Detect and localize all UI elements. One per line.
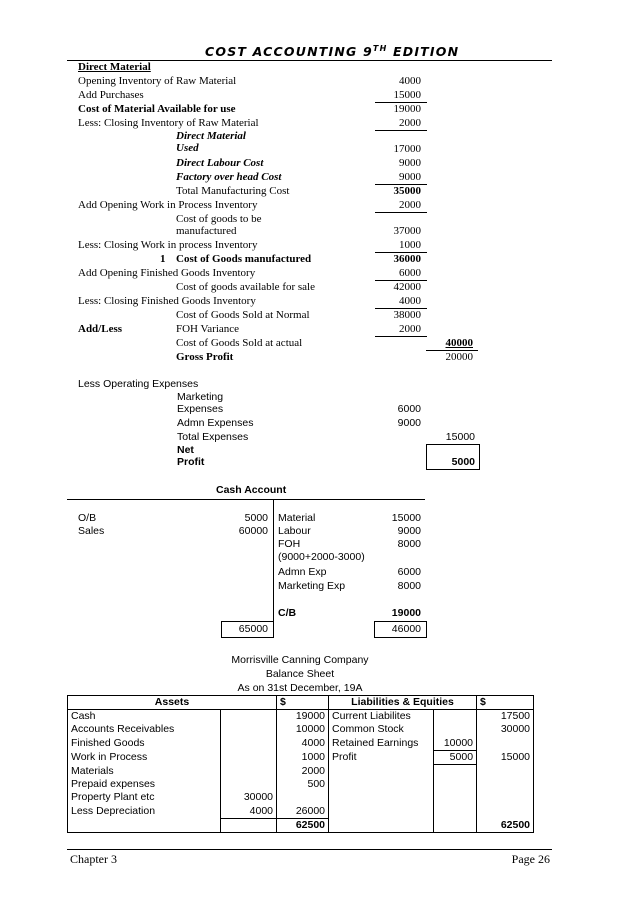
cash-cb-label: C/B bbox=[278, 607, 297, 619]
bs-cell bbox=[221, 764, 277, 778]
bs-cell: 26000 bbox=[277, 805, 329, 819]
cash-labour-amount: 9000 bbox=[397, 525, 421, 537]
cogs-row-label: Add Opening Finished Goods Inventory bbox=[78, 267, 256, 279]
cash-admn-amount: 6000 bbox=[397, 566, 421, 578]
cash-foh-label: FOH bbox=[278, 538, 301, 550]
opex-net-label-2: Profit bbox=[177, 456, 205, 468]
cogs-row-amount: 38000 bbox=[393, 309, 421, 321]
bs-title: Balance Sheet bbox=[265, 668, 335, 680]
bs-cell: 4000 bbox=[221, 805, 277, 819]
balance-sheet-table bbox=[67, 695, 534, 833]
cogs-row-label: Less: Closing Work in process Inventory bbox=[78, 239, 258, 251]
footer-chapter: Chapter 3 bbox=[70, 852, 117, 866]
opex-admn-amount: 9000 bbox=[397, 417, 421, 429]
cogs-row-amount: 6000 bbox=[399, 267, 421, 279]
cash-account-top-rule bbox=[67, 499, 425, 500]
bs-header-assets-amount: $ bbox=[277, 696, 329, 710]
bs-cell bbox=[434, 710, 477, 724]
cash-admn-label: Admn Exp bbox=[278, 566, 327, 578]
bs-cell: 19000 bbox=[277, 710, 329, 724]
bs-cell bbox=[434, 818, 477, 832]
underline bbox=[375, 130, 427, 131]
opex-marketing-label-2: Expenses bbox=[177, 403, 224, 415]
opex-admn-label: Admn Expenses bbox=[177, 417, 254, 429]
bs-cell: Materials bbox=[68, 764, 221, 778]
cash-cb-amount: 19000 bbox=[391, 607, 421, 619]
cogs-row-amount: 35000 bbox=[393, 185, 421, 197]
bs-cell: Cash bbox=[68, 710, 221, 724]
bs-cell: 500 bbox=[277, 778, 329, 791]
cogs-row-label: Opening Inventory of Raw Material bbox=[78, 75, 237, 87]
bs-date: As on 31st December, 19A bbox=[237, 682, 363, 694]
cogs-row-amount: 37000 bbox=[393, 225, 421, 237]
bs-cell: 10000 bbox=[277, 723, 329, 736]
cogs-row-amount: 19000 bbox=[393, 103, 421, 115]
cash-material-label: Material bbox=[278, 512, 316, 524]
cogs-row-amount: 2000 bbox=[399, 117, 421, 129]
bs-cell bbox=[477, 791, 534, 804]
bs-cell bbox=[329, 764, 434, 778]
cogs-row-label-2: manufactured bbox=[176, 225, 237, 237]
bs-cell: Current Liabilites bbox=[329, 710, 434, 724]
header-title-main: COST ACCOUNTING 9 bbox=[205, 44, 373, 60]
cogs-row-label: Cost of Material Available for use bbox=[78, 103, 236, 115]
bs-cell bbox=[221, 710, 277, 724]
bs-cell bbox=[329, 778, 434, 791]
cogs-row-label-2: Used bbox=[176, 142, 199, 154]
bs-cell bbox=[221, 778, 277, 791]
bs-total-assets: 62500 bbox=[277, 818, 329, 832]
bs-cell: 2000 bbox=[277, 764, 329, 778]
cogs-row-label: Add Opening Work in Process Inventory bbox=[78, 199, 258, 211]
bs-cell bbox=[477, 737, 534, 751]
bs-header-assets: Assets bbox=[68, 696, 277, 710]
bs-cell bbox=[434, 791, 477, 804]
cogs-row-prefix: Add/Less bbox=[78, 323, 123, 335]
table-row bbox=[68, 723, 534, 736]
cogs-row-amount: 4000 bbox=[399, 295, 421, 307]
bs-cell: 30000 bbox=[477, 723, 534, 736]
bs-cell: Less Depreciation bbox=[68, 805, 221, 819]
table-row bbox=[68, 805, 534, 819]
cash-sales-label: Sales bbox=[78, 525, 105, 537]
cash-marketing-label: Marketing Exp bbox=[278, 580, 346, 592]
cogs-row-amount: 40000 bbox=[445, 337, 473, 349]
opex-heading: Less Operating Expenses bbox=[78, 378, 199, 390]
cogs-row-amount: 1000 bbox=[399, 239, 421, 251]
table-row bbox=[68, 764, 534, 778]
cogs-row-number: 1 bbox=[160, 253, 166, 265]
bs-total-liabilities: 62500 bbox=[477, 818, 534, 832]
cash-sales-amount: 60000 bbox=[238, 525, 268, 537]
cash-total-right: 46000 bbox=[391, 623, 421, 635]
bs-cell bbox=[221, 750, 277, 764]
bs-cell bbox=[329, 791, 434, 804]
bs-cell bbox=[434, 778, 477, 791]
cogs-row-amount: 17000 bbox=[393, 143, 421, 155]
cogs-row-label: Cost of Goods manufactured bbox=[176, 253, 312, 265]
cash-foh-amount: 8000 bbox=[397, 538, 421, 550]
bs-cell: Property Plant etc bbox=[68, 791, 221, 804]
bs-cell bbox=[329, 805, 434, 819]
cogs-row-label: Cost of Goods Sold at actual bbox=[176, 337, 303, 349]
cogs-row-amount: 9000 bbox=[399, 171, 421, 183]
bs-cell bbox=[221, 723, 277, 736]
bs-cell bbox=[477, 764, 534, 778]
opex-net-amount: 5000 bbox=[451, 456, 475, 468]
opex-total-label: Total Expenses bbox=[177, 431, 249, 443]
bs-cell bbox=[277, 791, 329, 804]
cogs-row-amount: 2000 bbox=[399, 199, 421, 211]
bs-cell: Profit bbox=[329, 750, 434, 764]
cogs-row-label: Total Manufacturing Cost bbox=[176, 185, 290, 197]
cogs-row-label: Less: Closing Finished Goods Inventory bbox=[78, 295, 256, 307]
bs-cell: 5000 bbox=[434, 750, 477, 764]
cash-account-divider bbox=[273, 499, 274, 637]
bs-header-row bbox=[68, 696, 534, 710]
bs-cell: Retained Earnings bbox=[329, 737, 434, 751]
cogs-row-label: FOH Variance bbox=[176, 323, 240, 335]
bs-header-liabilities-amount: $ bbox=[477, 696, 534, 710]
opex-marketing-amount: 6000 bbox=[397, 403, 421, 415]
cogs-row-amount: 9000 bbox=[399, 157, 421, 169]
bs-cell bbox=[434, 723, 477, 736]
bs-cell bbox=[221, 818, 277, 832]
cash-labour-label: Labour bbox=[278, 525, 311, 537]
cogs-row-label: Cost of Goods Sold at Normal bbox=[176, 309, 310, 321]
table-row bbox=[68, 778, 534, 791]
bs-cell: 10000 bbox=[434, 737, 477, 751]
cogs-row-label: Direct Material bbox=[176, 130, 246, 142]
cogs-row-label: Gross Profit bbox=[176, 351, 234, 363]
cash-ob-label: O/B bbox=[78, 512, 97, 524]
cogs-row-label: Direct Labour Cost bbox=[176, 157, 264, 169]
cash-account-title: Cash Account bbox=[216, 484, 287, 496]
table-row-total bbox=[68, 818, 534, 832]
bs-company: Morrisville Canning Company bbox=[231, 654, 369, 666]
footer-page-number: Page 26 bbox=[511, 852, 550, 866]
bs-cell: Prepaid expenses bbox=[68, 778, 221, 791]
cash-total-left: 65000 bbox=[238, 623, 268, 635]
cogs-row-amount: 20000 bbox=[445, 351, 473, 363]
cash-foh-note: (9000+2000-3000) bbox=[278, 551, 365, 563]
cogs-row-amount: 36000 bbox=[393, 253, 421, 265]
bs-cell: 17500 bbox=[477, 710, 534, 724]
cogs-row-amount: 2000 bbox=[399, 323, 421, 335]
cogs-row-amount: 15000 bbox=[393, 89, 421, 101]
page-header-title bbox=[205, 44, 459, 59]
header-title-end: EDITION bbox=[387, 44, 460, 60]
cash-ob-amount: 5000 bbox=[244, 512, 268, 524]
table-row bbox=[68, 791, 534, 804]
cogs-row-label: Cost of goods available for sale bbox=[176, 281, 315, 293]
table-row bbox=[68, 710, 534, 724]
cogs-row-amount: 42000 bbox=[393, 281, 421, 293]
bs-cell bbox=[329, 818, 434, 832]
cogs-row-label: Add Purchases bbox=[78, 89, 144, 101]
cogs-heading: Direct Material bbox=[78, 61, 151, 73]
bs-cell bbox=[477, 805, 534, 819]
bs-cell bbox=[434, 805, 477, 819]
bs-cell: 30000 bbox=[221, 791, 277, 804]
table-row bbox=[68, 750, 534, 764]
bs-cell bbox=[477, 778, 534, 791]
table-row bbox=[68, 737, 534, 751]
bs-cell: 15000 bbox=[477, 750, 534, 764]
bs-cell: Finished Goods bbox=[68, 737, 221, 751]
bs-cell bbox=[68, 818, 221, 832]
bs-cell: Accounts Receivables bbox=[68, 723, 221, 736]
bs-cell: Work in Process bbox=[68, 750, 221, 764]
cash-material-amount: 15000 bbox=[391, 512, 421, 524]
bs-cell bbox=[221, 737, 277, 751]
bs-header-liabilities: Liabilities & Equities bbox=[329, 696, 477, 710]
cogs-row-label: Factory over head Cost bbox=[176, 171, 282, 183]
header-title-sup: TH bbox=[372, 44, 388, 53]
opex-net-label: Net bbox=[177, 444, 194, 456]
bs-cell: Common Stock bbox=[329, 723, 434, 736]
opex-marketing-label: Marketing bbox=[177, 391, 224, 403]
bs-cell bbox=[434, 764, 477, 778]
underline bbox=[375, 212, 427, 213]
bs-cell: 1000 bbox=[277, 750, 329, 764]
footer-rule bbox=[67, 849, 552, 850]
opex-total-amount: 15000 bbox=[445, 431, 475, 443]
cogs-row-label: Cost of goods to be bbox=[176, 213, 262, 225]
cogs-row-amount: 4000 bbox=[399, 75, 421, 87]
cash-marketing-amount: 8000 bbox=[397, 580, 421, 592]
bs-cell: 4000 bbox=[277, 737, 329, 751]
cogs-row-label: Less: Closing Inventory of Raw Material bbox=[78, 117, 259, 129]
